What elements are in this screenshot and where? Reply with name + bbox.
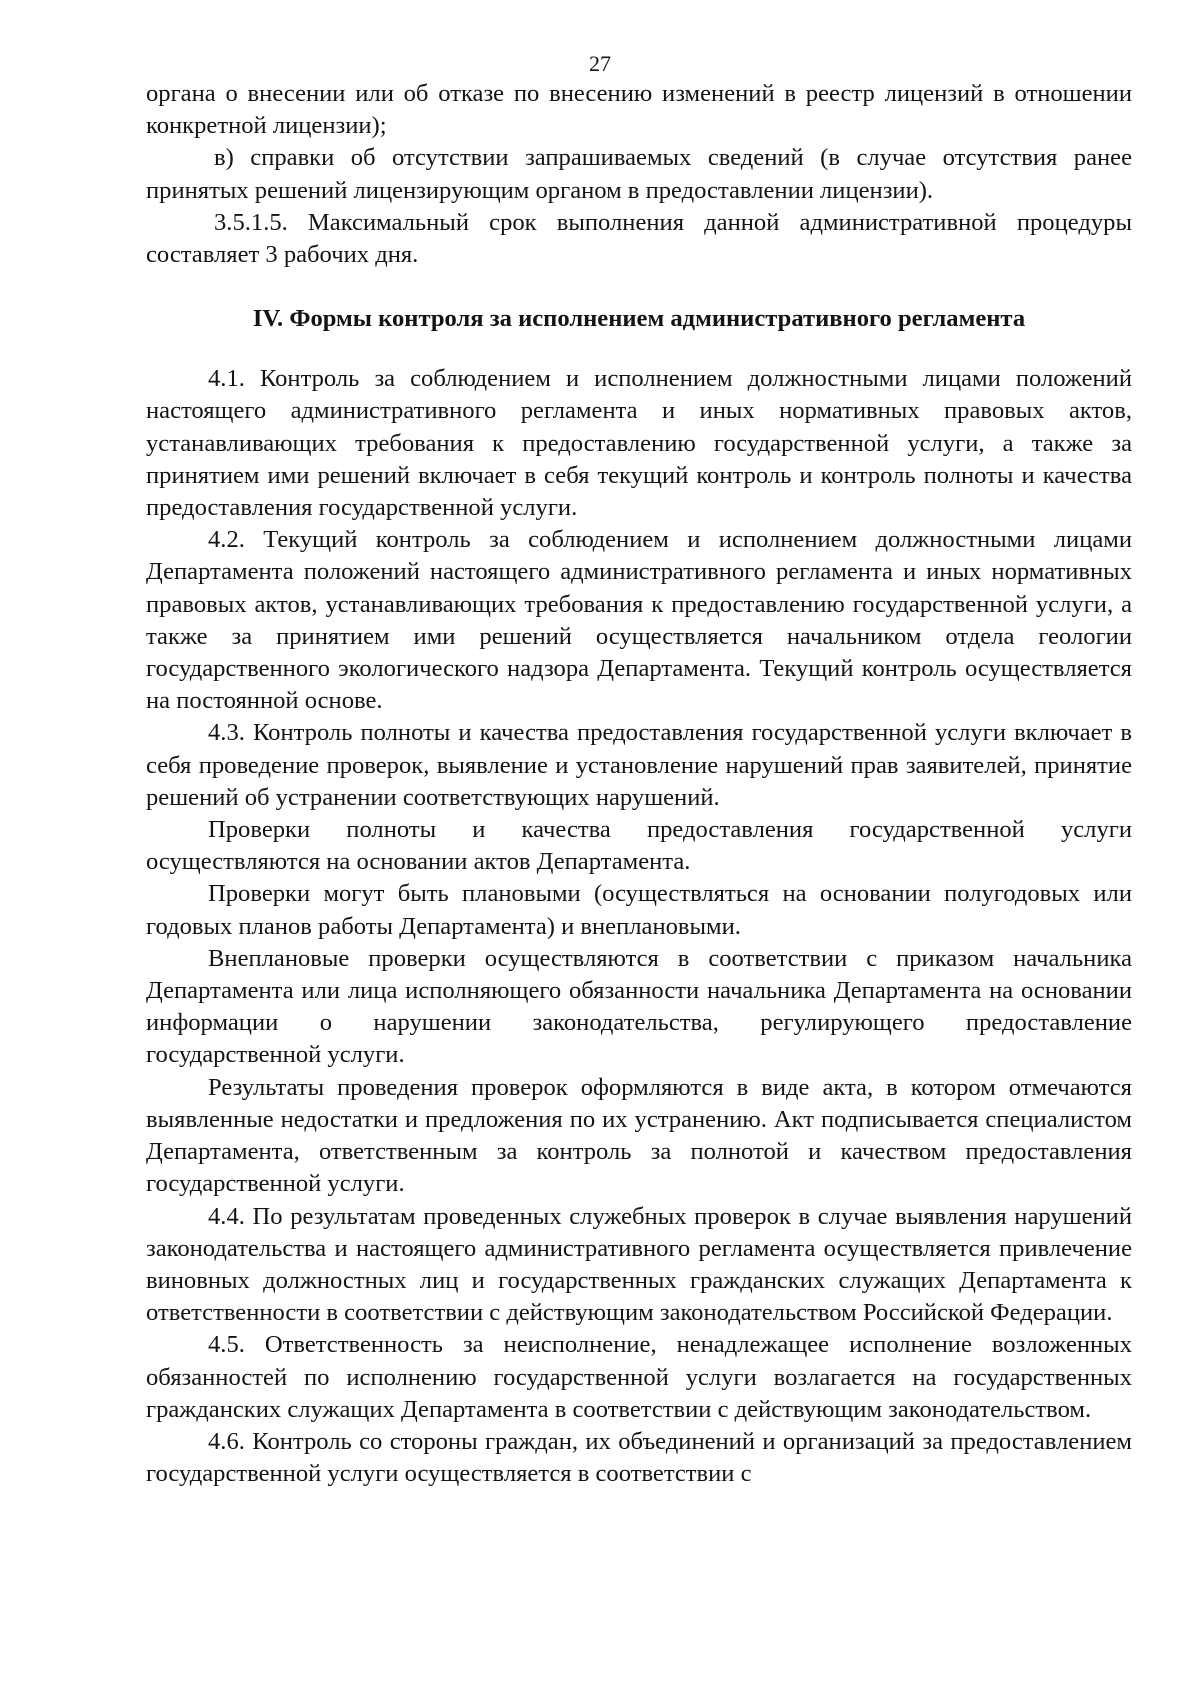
paragraph-4-1: 4.1. Контроль за соблюдением и исполнением должностными лицами положений настоящего административного регламента и иных нормативных правовых актов, устанавливающих требования к предоставлению государственной услуги, а также за принятием ими решений включает в себя текущий контроль и контроль полноты и качества предоставления государственной услуги. [146, 365, 1132, 522]
paragraph-check-results: Результаты проведения проверок оформляются в виде акта, в котором отмечаются выявленные недостатки и предложения по их устранению. Акт подписывается специалистом Департамента, ответственным за контроль за полнотой и качеством предоставления государственной услуги. [146, 1073, 1132, 1198]
paragraph-continuation: органа о внесении или об отказе по внесению изменений в реестр лицензий в отношении конкретной лицензии); [146, 80, 1132, 140]
section-heading: IV. Формы контроля за исполнением административного регламента [252, 305, 1026, 333]
paragraph-3-5-1-5: 3.5.1.5. Максимальный срок выполнения данной административной процедуры составляет 3 рабочих дня. [146, 208, 1132, 269]
paragraph-4-4: 4.4. По результатам проведенных служебных проверок в случае выявления нарушений законодательства и настоящего административного регламента осуществляется привлечение виновных должностных лиц и государственных гражданских служащих Департамента к ответственности в соответствии с действующим законодательством Российской Федерации. [146, 1202, 1132, 1327]
document-body [146, 78, 1132, 1490]
paragraph-4-2: 4.2. Текущий контроль за соблюдением и исполнением должностными лицами Департамента положений настоящего административного регламента и иных нормативных правовых актов, устанавливающих требования к предоставлению государственной услуги, а также за принятием ими решений осуществляется начальником отдела геологии государственного экологического надзора Департамента. Текущий контроль осуществляется на постоянной основе. [146, 526, 1132, 715]
paragraph-checks-types: Проверки могут быть плановыми (осуществляться на основании полугодовых или годовых планов работы Департамента) и внеплановыми. [146, 880, 1132, 940]
paragraph-4-6: 4.6. Контроль со стороны граждан, их объединений и организаций за предоставлением государственной услуги осуществляется в соответствии с [146, 1427, 1132, 1488]
paragraph-item-v: в) справки об отсутствии запрашиваемых сведений (в случае отсутствия ранее принятых решений лицензирующим органом в предоставлении лицензии). [146, 144, 1132, 204]
paragraph-4-5: 4.5. Ответственность за неисполнение, ненадлежащее исполнение возложенных обязанностей по исполнению государственной услуги возлагается на государственных гражданских служащих Департамента в соответствии с действующим законодательством. [146, 1331, 1132, 1423]
paragraph-checks-basis: Проверки полноты и качества предоставления государственной услуги осуществляются на основании актов Департамента. [146, 816, 1132, 876]
paragraph-unplanned-checks: Внеплановые проверки осуществляются в соответствии с приказом начальника Департамента или лица исполняющего обязанности начальника Департамента на основании информации о нарушении законодательства, регулирующего предоставление государственной услуги. [146, 944, 1132, 1069]
page-number: 27 [589, 51, 611, 76]
paragraph-4-3: 4.3. Контроль полноты и качества предоставления государственной услуги включает в себя проведение проверок, выявление и установление нарушений прав заявителей, принятие решений об устранении соответствующих нарушений. [146, 719, 1132, 811]
